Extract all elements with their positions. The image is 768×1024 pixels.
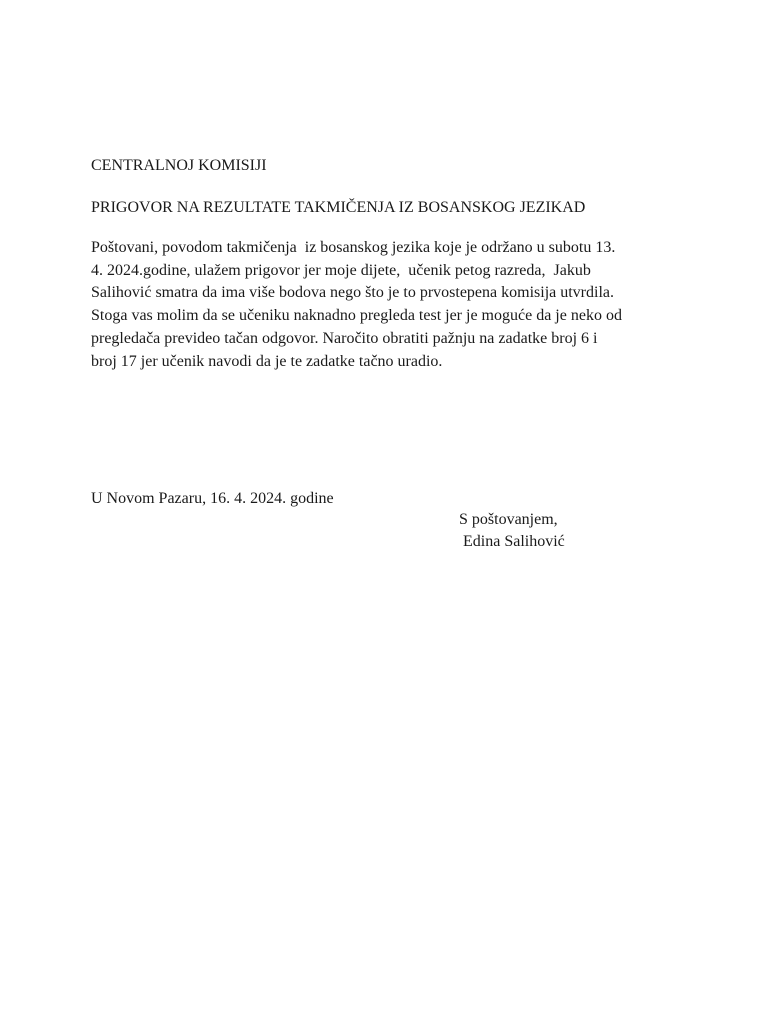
closing-salutation: S poštovanjem, (459, 511, 558, 528)
body-line: pregledača prevideo tačan odgovor. Naročito obratiti pažnju na zadatke broj 6 i (91, 329, 598, 347)
body-line: Poštovani, povodom takmičenja iz bosanskog jezika koje je održano u subotu 13. (91, 239, 616, 256)
recipient-heading: CENTRALNOJ KOMISIJI (91, 157, 267, 174)
body-line: broj 17 jer učenik navodi da je te zadatke tačno uradio. (91, 352, 443, 370)
signature-name: Edina Salihović (459, 533, 565, 550)
letter-body (91, 237, 691, 373)
body-line: Salihović smatra da ima više bodova nego što je to prvostepena komisija utvrdila. (91, 284, 614, 302)
body-line: 4. 2024.godine, ulažem prigovor jer moje dijete, učenik petog razreda, Jakub (91, 261, 591, 279)
place-and-date: U Novom Pazaru, 16. 4. 2024. godine (91, 490, 334, 507)
subject-heading: PRIGOVOR NA REZULTATE TAKMIČENJA IZ BOSANSKOG JEZIKAD (91, 199, 586, 216)
body-line: Stoga vas molim da se učeniku naknadno pregleda test jer je moguće da je neko od (91, 307, 622, 325)
